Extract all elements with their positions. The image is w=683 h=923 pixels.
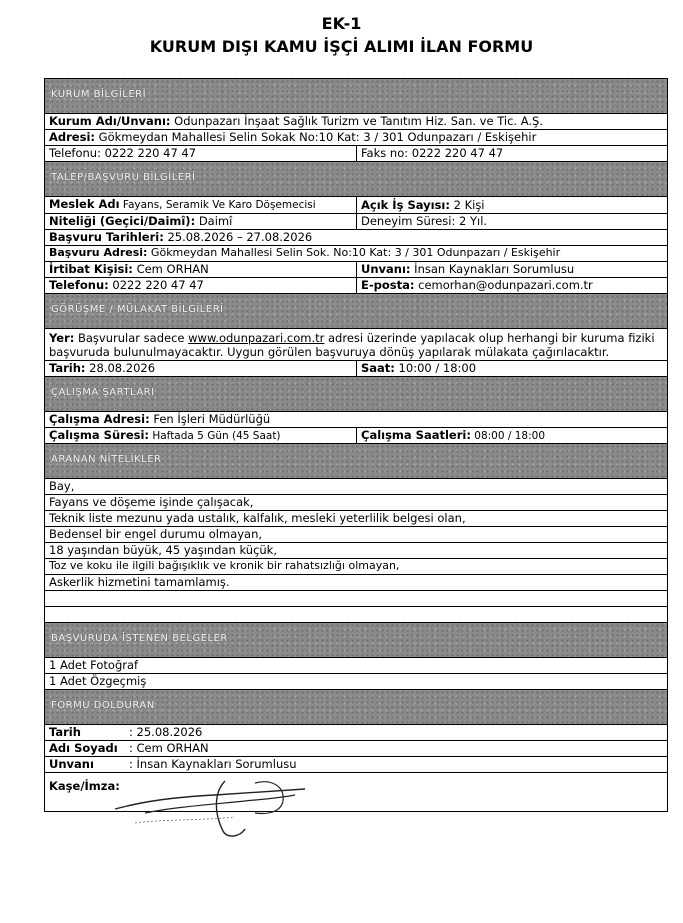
- list-item: Toz ve koku ile ilgili bağışıklık ve kronik bir rahatsızlığı olmayan,: [45, 559, 667, 575]
- list-item: Fayans ve döşeme işinde çalışacak,: [45, 495, 667, 511]
- row-nature: Niteliği (Geçici/Daimî): Daimî Deneyim Süresi: 2 Yıl.: [45, 214, 667, 230]
- section-institution: KURUM BİLGİLERİ: [45, 79, 667, 114]
- list-item: Bedensel bir engel durumu olmayan,: [45, 527, 667, 543]
- list-item: 1 Adet Özgeçmiş: [45, 674, 667, 690]
- section-interview: GÖRÜŞME / MÜLAKAT BİLGİLERİ: [45, 294, 667, 329]
- row-work-duration: Çalışma Süresi: Haftada 5 Gün (45 Saat) Çalışma Saatleri: 08:00 / 18:00: [45, 428, 667, 444]
- row-profession: Meslek Adı Fayans, Seramik Ve Karo Döşemecisi Açık İş Sayısı: 2 Kişi: [45, 197, 667, 214]
- form-title-block: [0, 14, 683, 58]
- list-item: 1 Adet Fotoğraf: [45, 658, 667, 674]
- row-application-address: Başvuru Adresi: Gökmeydan Mahallesi Selin Sok. No:10 Kat: 3 / 301 Odunpazarı / Eskişehir: [45, 246, 667, 262]
- row-contact-phone-email: Telefonu: 0222 220 47 47 E-posta: cemorhan@odunpazari.com.tr: [45, 278, 667, 294]
- row-form-date: Tarih : 25.08.2026: [45, 725, 667, 741]
- empty-row: [45, 607, 667, 623]
- list-item: Askerlik hizmetini tamamlamış.: [45, 575, 667, 591]
- section-application: TALEP/BAŞVURU BİLGİLERİ: [45, 162, 667, 197]
- row-contact: İrtibat Kişisi: Cem ORHAN Unvanı: İnsan Kaynakları Sorumlusu: [45, 262, 667, 278]
- row-stamp-signature: Kaşe/İmza:: [45, 773, 667, 811]
- announcement-form: [44, 78, 668, 812]
- empty-row: [45, 591, 667, 607]
- section-qualifications: ARANAN NİTELİKLER: [45, 444, 667, 479]
- row-institution-name: Kurum Adı/Unvanı: Odunpazarı İnşaat Sağlık Turizm ve Tanıtım Hiz. San. ve Tic. A.Ş.: [45, 114, 667, 130]
- section-work-conditions: ÇALIŞMA ŞARTLARI: [45, 377, 667, 412]
- section-documents: BAŞVURUDA İSTENEN BELGELER: [45, 623, 667, 658]
- list-item: Bay,: [45, 479, 667, 495]
- row-address: Adresi: Gökmeydan Mahallesi Selin Sokak No:10 Kat: 3 / 301 Odunpazarı / Eskişehir: [45, 130, 667, 146]
- signature-image: [105, 771, 345, 846]
- phone: Telefonu: 0222 220 47 47: [49, 146, 197, 160]
- website-link[interactable]: www.odunpazari.com.tr: [188, 331, 325, 345]
- row-interview-date-time: Tarih: 28.08.2026 Saat: 10:00 / 18:00: [45, 361, 667, 377]
- row-phone-fax: [45, 146, 667, 162]
- row-form-title: Unvanı : İnsan Kaynakları Sorumlusu: [45, 757, 667, 773]
- row-application-dates: Başvuru Tarihleri: 25.08.2026 – 27.08.2026: [45, 230, 667, 246]
- row-form-name: Adı Soyadı : Cem ORHAN: [45, 741, 667, 757]
- fax: Faks no: 0222 220 47 47: [356, 146, 667, 161]
- list-item: 18 yaşından büyük, 45 yaşından küçük,: [45, 543, 667, 559]
- row-work-address: Çalışma Adresi: Fen İşleri Müdürlüğü: [45, 412, 667, 428]
- form-title: KURUM DIŞI KAMU İŞÇİ ALIMI İLAN FORMU: [149, 37, 534, 56]
- annex-number: EK-1: [321, 14, 362, 33]
- section-filled-by: FORMU DOLDURAN: [45, 690, 667, 725]
- list-item: Teknik liste mezunu yada ustalık, kalfalık, mesleki yeterlilik belgesi olan,: [45, 511, 667, 527]
- row-interview-place: Yer: Başvurular sadece www.odunpazari.com.tr adresi üzerinde yapılacak olup herhangi bir kuruma fiziki başvuruda bulunulmayacaktır. Uygun görülen başvuruya dönüş yapılarak mülakata çağırılacaktır.: [45, 329, 667, 361]
